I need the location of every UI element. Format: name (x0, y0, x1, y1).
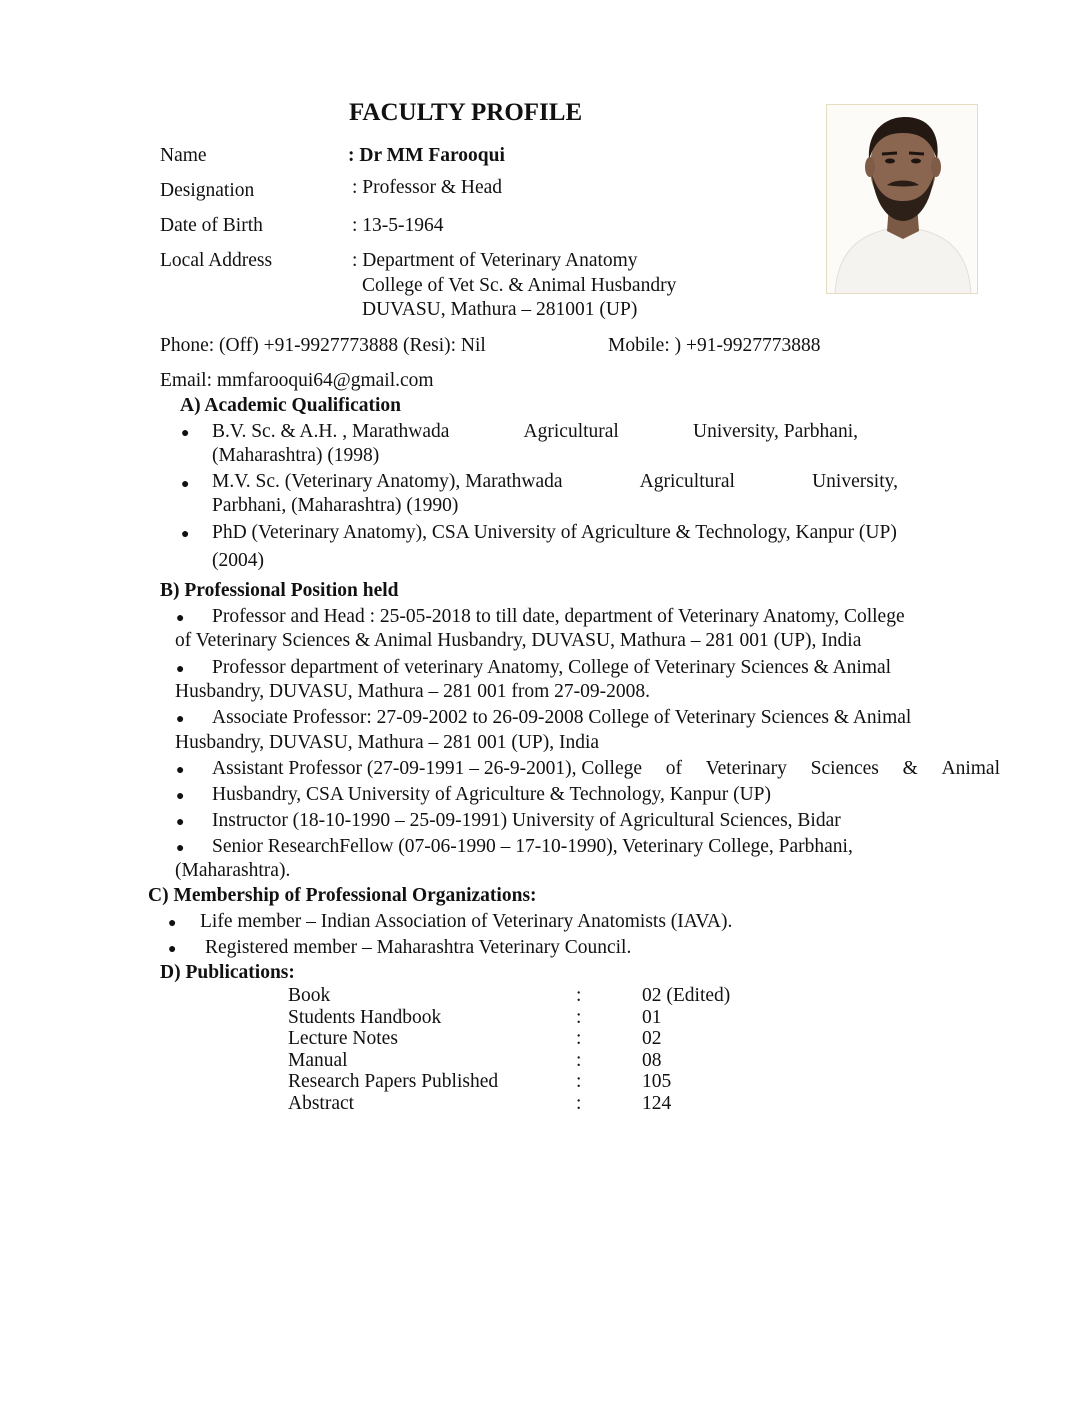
list-item-continuation: of Veterinary Sciences & Animal Husbandry, DUVASU, Mathura – 281 001 (UP), India (175, 630, 862, 651)
list-item-text: & (902, 758, 918, 779)
bullet-icon: ● (176, 611, 185, 626)
list-item-text: B.V. Sc. & A.H. , Marathwada (212, 421, 450, 442)
bullet-icon: ● (181, 426, 190, 441)
list-item: PhD (Veterinary Anatomy), CSA University of Agriculture & Technology, Kanpur (UP) (212, 522, 897, 543)
phone-text: Phone: (Off) +91-9927773888 (Resi): Nil (160, 335, 486, 356)
dob-label: Date of Birth (160, 215, 263, 236)
table-row (288, 1071, 730, 1093)
list-item-continuation: Husbandry, DUVASU, Mathura – 281 001 (UP), India (175, 732, 600, 753)
list-item: Professor department of veterinary Anatomy, College of Veterinary Sciences & Animal (212, 657, 892, 678)
name-value: : Dr MM Farooqui (348, 145, 505, 166)
table-row (288, 1007, 730, 1029)
list-item-continuation: (2004) (212, 550, 264, 571)
list-item-text: Assistant Professor (27-09-1991 – 26-9-2001), College (212, 758, 643, 779)
bullet-icon: ● (176, 815, 185, 830)
pub-separator: : (576, 1071, 582, 1092)
list-item-text: M.V. Sc. (Veterinary Anatomy), Marathwada (212, 471, 563, 492)
table-row (288, 1093, 730, 1115)
address-line: DUVASU, Mathura – 281001 (UP) (362, 299, 638, 320)
bullet-icon: ● (176, 712, 185, 727)
designation-value: : Professor & Head (352, 177, 503, 198)
dob-value: : 13-5-1964 (352, 215, 444, 236)
list-item-text: Veterinary (705, 758, 787, 779)
pub-value: 01 (642, 1006, 662, 1028)
list-item-text: of (665, 758, 682, 779)
list-item-continuation: (Maharashtra). (175, 860, 291, 881)
pub-separator: : (576, 985, 582, 1006)
pub-separator: : (576, 1006, 582, 1028)
list-item-continuation: Husbandry, DUVASU, Mathura – 281 001 from 27-09-2008. (175, 681, 650, 702)
table-row (288, 985, 730, 1007)
list-item-continuation: Parbhani, (Maharashtra) (1990) (212, 495, 459, 516)
pub-label: Research Papers Published (288, 1071, 499, 1092)
address-label: Local Address (160, 250, 273, 271)
pub-label: Book (288, 985, 331, 1006)
list-item: Life member – Indian Association of Veterinary Anatomists (IAVA). (200, 911, 733, 932)
address-line: : Department of Veterinary Anatomy (352, 250, 638, 271)
bullet-icon: ● (176, 662, 185, 677)
table-row (288, 1028, 730, 1050)
pub-value: 08 (642, 1049, 662, 1071)
pub-separator: : (576, 1092, 582, 1114)
list-item (212, 420, 858, 443)
list-item (212, 757, 1000, 780)
pub-value: 02 (Edited) (642, 985, 731, 1006)
pub-label: Manual (288, 1049, 348, 1071)
list-item-text: Agricultural (523, 421, 619, 442)
pub-label: Students Handbook (288, 1006, 442, 1028)
email-text: Email: mmfarooqui64@gmail.com (160, 370, 434, 391)
table-row (288, 1050, 730, 1072)
pub-label: Lecture Notes (288, 1028, 398, 1049)
pub-separator: : (576, 1028, 582, 1049)
list-item-text: Animal (941, 758, 1000, 779)
page-title: FACULTY PROFILE (349, 99, 583, 126)
section-heading-publications: D) Publications: (160, 962, 295, 983)
pub-separator: : (576, 1049, 582, 1071)
bullet-icon: ● (176, 763, 185, 778)
pub-value: 02 (642, 1028, 662, 1049)
bullet-icon: ● (181, 527, 190, 542)
list-item: Husbandry, CSA University of Agriculture & Technology, Kanpur (UP) (212, 784, 772, 805)
section-heading-membership: C) Membership of Professional Organizations: (148, 885, 537, 906)
list-item-text: University, (812, 471, 898, 492)
list-item-continuation: (Maharashtra) (1998) (212, 445, 380, 466)
list-item: Senior ResearchFellow (07-06-1990 – 17-10-1990), Veterinary College, Parbhani, (212, 836, 853, 857)
name-label: Name (160, 145, 207, 166)
bullet-icon: ● (176, 789, 185, 804)
pub-value: 105 (642, 1071, 672, 1092)
portrait-image (827, 105, 978, 294)
list-item-text: Agricultural (639, 471, 735, 492)
profile-photo (826, 104, 978, 294)
list-item: Associate Professor: 27-09-2002 to 26-09-2008 College of Veterinary Sciences & Animal (212, 707, 912, 728)
list-item-text: University, Parbhani, (692, 421, 858, 442)
bullet-icon: ● (176, 841, 185, 856)
bullet-icon: ● (181, 477, 190, 492)
mobile-text: Mobile: ) +91-9927773888 (608, 335, 821, 356)
bullet-icon: ● (168, 916, 177, 931)
list-item (212, 470, 898, 493)
section-heading-academic: A) Academic Qualification (180, 395, 401, 416)
pub-label: Abstract (288, 1092, 355, 1114)
section-heading-positions: B) Professional Position held (160, 580, 399, 601)
list-item: Registered member – Maharashtra Veterinary Council. (205, 937, 632, 958)
list-item: Professor and Head : 25-05-2018 to till date, department of Veterinary Anatomy, College (212, 606, 905, 627)
list-item-text: Sciences (810, 758, 879, 779)
pub-value: 124 (642, 1092, 672, 1114)
publications-table (288, 985, 730, 1114)
bullet-icon: ● (168, 942, 177, 957)
designation-label: Designation (160, 180, 255, 201)
address-line: College of Vet Sc. & Animal Husbandry (362, 275, 677, 296)
list-item: Instructor (18-10-1990 – 25-09-1991) University of Agricultural Sciences, Bidar (212, 810, 841, 831)
